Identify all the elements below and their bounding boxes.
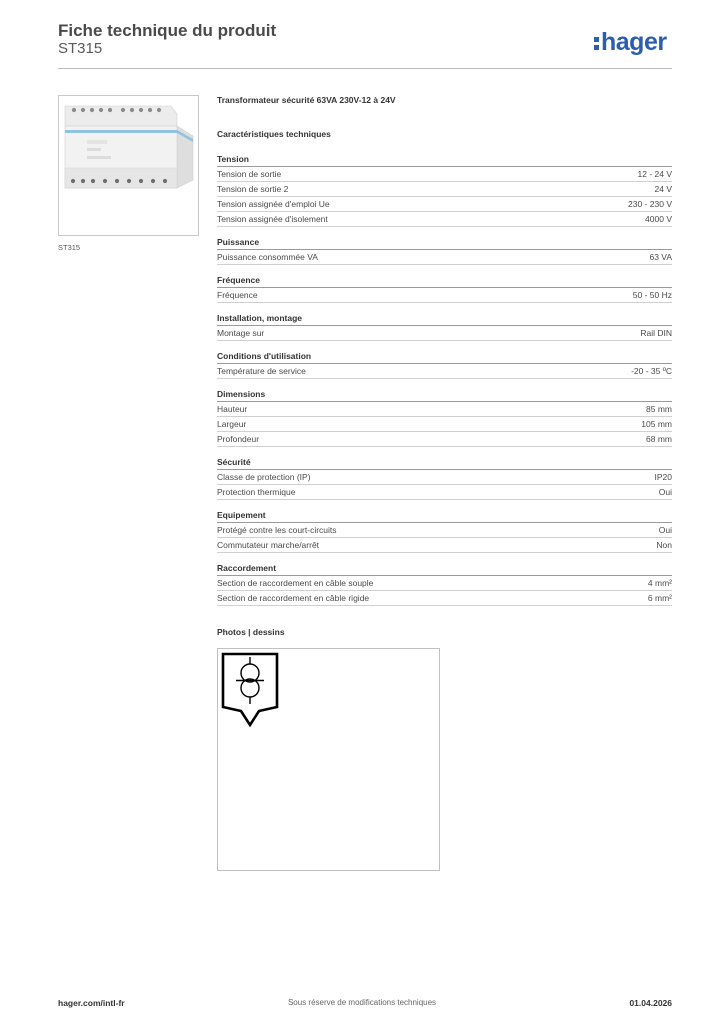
spec-row — [217, 197, 672, 212]
spec-label: Section de raccordement en câble souple — [217, 578, 374, 588]
transformer-device-image — [59, 96, 198, 235]
product-title: Transformateur sécurité 63VA 230V-12 à 24V — [217, 95, 396, 105]
spec-value: 24 V — [654, 184, 672, 194]
spec-label: Tension de sortie — [217, 169, 282, 179]
spec-value: 68 mm — [646, 434, 672, 444]
spec-row — [217, 591, 672, 606]
spec-label: Classe de protection (IP) — [217, 472, 311, 482]
section-frequence — [217, 275, 672, 303]
spec-label: Profondeur — [217, 434, 260, 444]
spec-row — [217, 470, 672, 485]
footer-notice: Sous réserve de modifications techniques — [287, 998, 437, 1007]
spec-value: Rail DIN — [640, 328, 672, 338]
spec-row — [217, 402, 672, 417]
section-title: Raccordement — [217, 563, 672, 576]
spec-label: Commutateur marche/arrêt — [217, 540, 320, 550]
section-raccordement — [217, 563, 672, 606]
header-divider — [58, 68, 672, 69]
spec-label: Fréquence — [217, 290, 258, 300]
spec-value: Non — [656, 540, 672, 550]
spec-value: 50 - 50 Hz — [632, 290, 672, 300]
spec-label: Température de service — [217, 366, 306, 376]
section-title: Puissance — [217, 237, 672, 250]
spec-value: 4 mm² — [647, 578, 672, 588]
spec-row — [217, 417, 672, 432]
logo-wordmark: hager — [601, 28, 667, 56]
spec-row — [217, 364, 672, 379]
product-code: ST315 — [58, 40, 103, 57]
spec-content — [217, 95, 672, 639]
photo-caption: ST315 — [58, 243, 81, 252]
spec-value: Oui — [658, 487, 672, 497]
spec-label: Largeur — [217, 419, 247, 429]
spec-row — [217, 326, 672, 341]
spec-row — [217, 212, 672, 227]
spec-label: Puissance consommée VA — [217, 252, 318, 262]
spec-row — [217, 250, 672, 265]
section-title: Dimensions — [217, 389, 672, 402]
hager-logo[interactable] — [593, 28, 667, 57]
section-title: Sécurité — [217, 457, 672, 470]
section-equipement — [217, 510, 672, 553]
spec-value: 63 VA — [649, 252, 672, 262]
product-photo — [58, 95, 199, 236]
spec-row — [217, 485, 672, 500]
spec-row — [217, 523, 672, 538]
page-title: Fiche technique du produit — [58, 21, 277, 40]
section-tension — [217, 154, 672, 227]
footer-website-link[interactable]: hager.com/intl-fr — [58, 998, 125, 1008]
section-securite — [217, 457, 672, 500]
spec-label: Protégé contre les court-circuits — [217, 525, 337, 535]
spec-label: Tension de sortie 2 — [217, 184, 289, 194]
spec-value: 6 mm² — [647, 593, 672, 603]
spec-label: Tension assignée d'isolement — [217, 214, 328, 224]
spec-label: Protection thermique — [217, 487, 296, 497]
section-title: Fréquence — [217, 275, 672, 288]
spec-row — [217, 538, 672, 553]
spec-value: 85 mm — [646, 404, 672, 414]
drawing-box — [217, 648, 440, 871]
logo-colon-mark — [593, 34, 600, 52]
section-conditions — [217, 351, 672, 379]
spec-label: Hauteur — [217, 404, 248, 414]
spec-value: 230 - 230 V — [628, 199, 672, 209]
photos-heading: Photos | dessins — [217, 627, 285, 637]
spec-row — [217, 432, 672, 447]
spec-label: Section de raccordement en câble rigide — [217, 593, 370, 603]
spec-row — [217, 182, 672, 197]
spec-value: -20 - 35 ºC — [631, 366, 672, 376]
section-installation — [217, 313, 672, 341]
spec-value: Oui — [658, 525, 672, 535]
section-title: Tension — [217, 154, 672, 167]
section-title: Equipement — [217, 510, 672, 523]
tech-heading: Caractéristiques techniques — [217, 129, 331, 139]
spec-label: Tension assignée d'emploi Ue — [217, 199, 330, 209]
safety-transformer-symbol-icon — [220, 651, 280, 729]
spec-value: 105 mm — [641, 419, 672, 429]
spec-value: 12 - 24 V — [637, 169, 672, 179]
spec-row — [217, 167, 672, 182]
spec-value: 4000 V — [645, 214, 672, 224]
section-puissance — [217, 237, 672, 265]
section-title: Installation, montage — [217, 313, 672, 326]
footer-date: 01.04.2026 — [629, 998, 672, 1008]
spec-row — [217, 576, 672, 591]
spec-label: Montage sur — [217, 328, 265, 338]
spec-value: IP20 — [654, 472, 672, 482]
section-dimensions — [217, 389, 672, 447]
section-title: Conditions d'utilisation — [217, 351, 672, 364]
spec-row — [217, 288, 672, 303]
